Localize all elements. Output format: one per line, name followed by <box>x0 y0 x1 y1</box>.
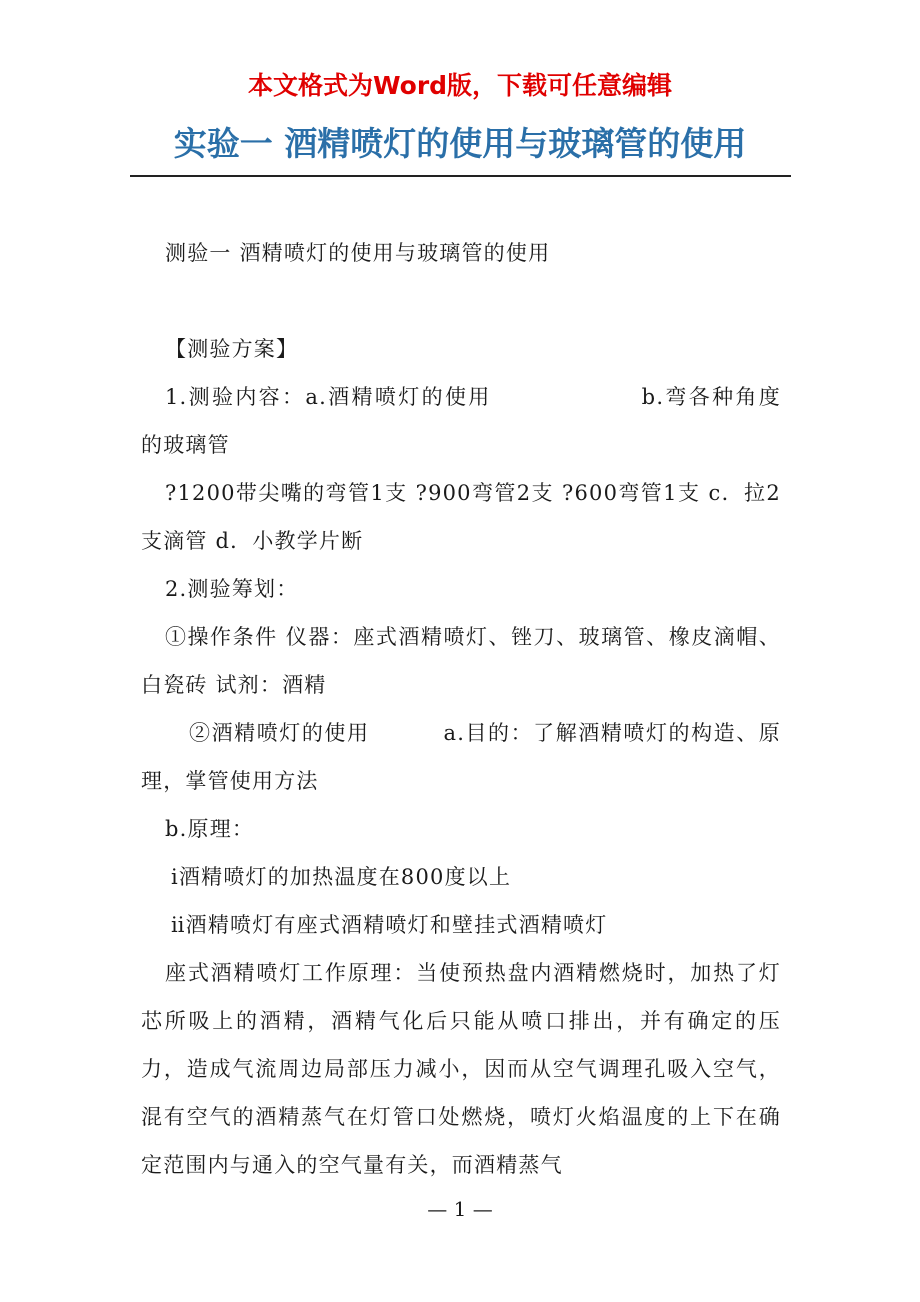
title-divider <box>130 175 791 177</box>
content-item-b: b.弯各种角度的玻璃管 <box>141 385 781 457</box>
usage-heading: ②酒精喷灯的使用 <box>189 721 370 745</box>
tubes-paragraph: ?1200带尖嘴的弯管1支 ?900弯管2支 ?600弯管1支 c．拉2支滴管 d．小教学片断 <box>141 481 781 553</box>
content-paragraph <box>141 373 781 469</box>
content-item-a: 1.测验内容：a.酒精喷灯的使用 <box>165 385 492 409</box>
principle-item-ii: ⅱ酒精喷灯有座式酒精喷灯和壁挂式酒精喷灯 <box>171 913 608 937</box>
document-body <box>141 229 781 1189</box>
usage-purpose: a.目的：了解酒精喷灯的构造、原理，掌管使用方法 <box>141 721 781 793</box>
section-heading: 【测验方案】 <box>165 337 299 361</box>
conditions-paragraph: ①操作条件 仪器：座式酒精喷灯、锉刀、玻璃管、橡皮滴帽、白瓷砖 试剂：酒精 <box>141 625 781 697</box>
format-banner: 本文格式为Word版，下载可任意编辑 <box>247 71 673 100</box>
document-title: 实验一 酒精喷灯的使用与玻璃管的使用 <box>173 124 747 163</box>
blank-line <box>141 277 781 325</box>
page-number: — 1 — <box>427 1197 493 1221</box>
working-principle-paragraph: 座式酒精喷灯工作原理：当使预热盘内酒精燃烧时，加热了灯芯所吸上的酒精，酒精气化后只能从喷口排出，并有确定的压力，造成气流周边局部压力减小，因而从空气调理孔吸入空气，混有空气的酒精蒸气在灯管口处燃烧，喷灯火焰温度的上下在确定范围内与通入的空气量有关，而酒精蒸气 <box>141 961 781 1177</box>
body-heading: 测验一 酒精喷灯的使用与玻璃管的使用 <box>165 241 551 265</box>
usage-paragraph <box>141 709 781 805</box>
principle-item-i: ⅰ酒精喷灯的加热温度在800度以上 <box>171 865 512 889</box>
plan-heading: 2.测验筹划： <box>165 577 299 601</box>
principle-heading: b.原理： <box>165 817 255 841</box>
